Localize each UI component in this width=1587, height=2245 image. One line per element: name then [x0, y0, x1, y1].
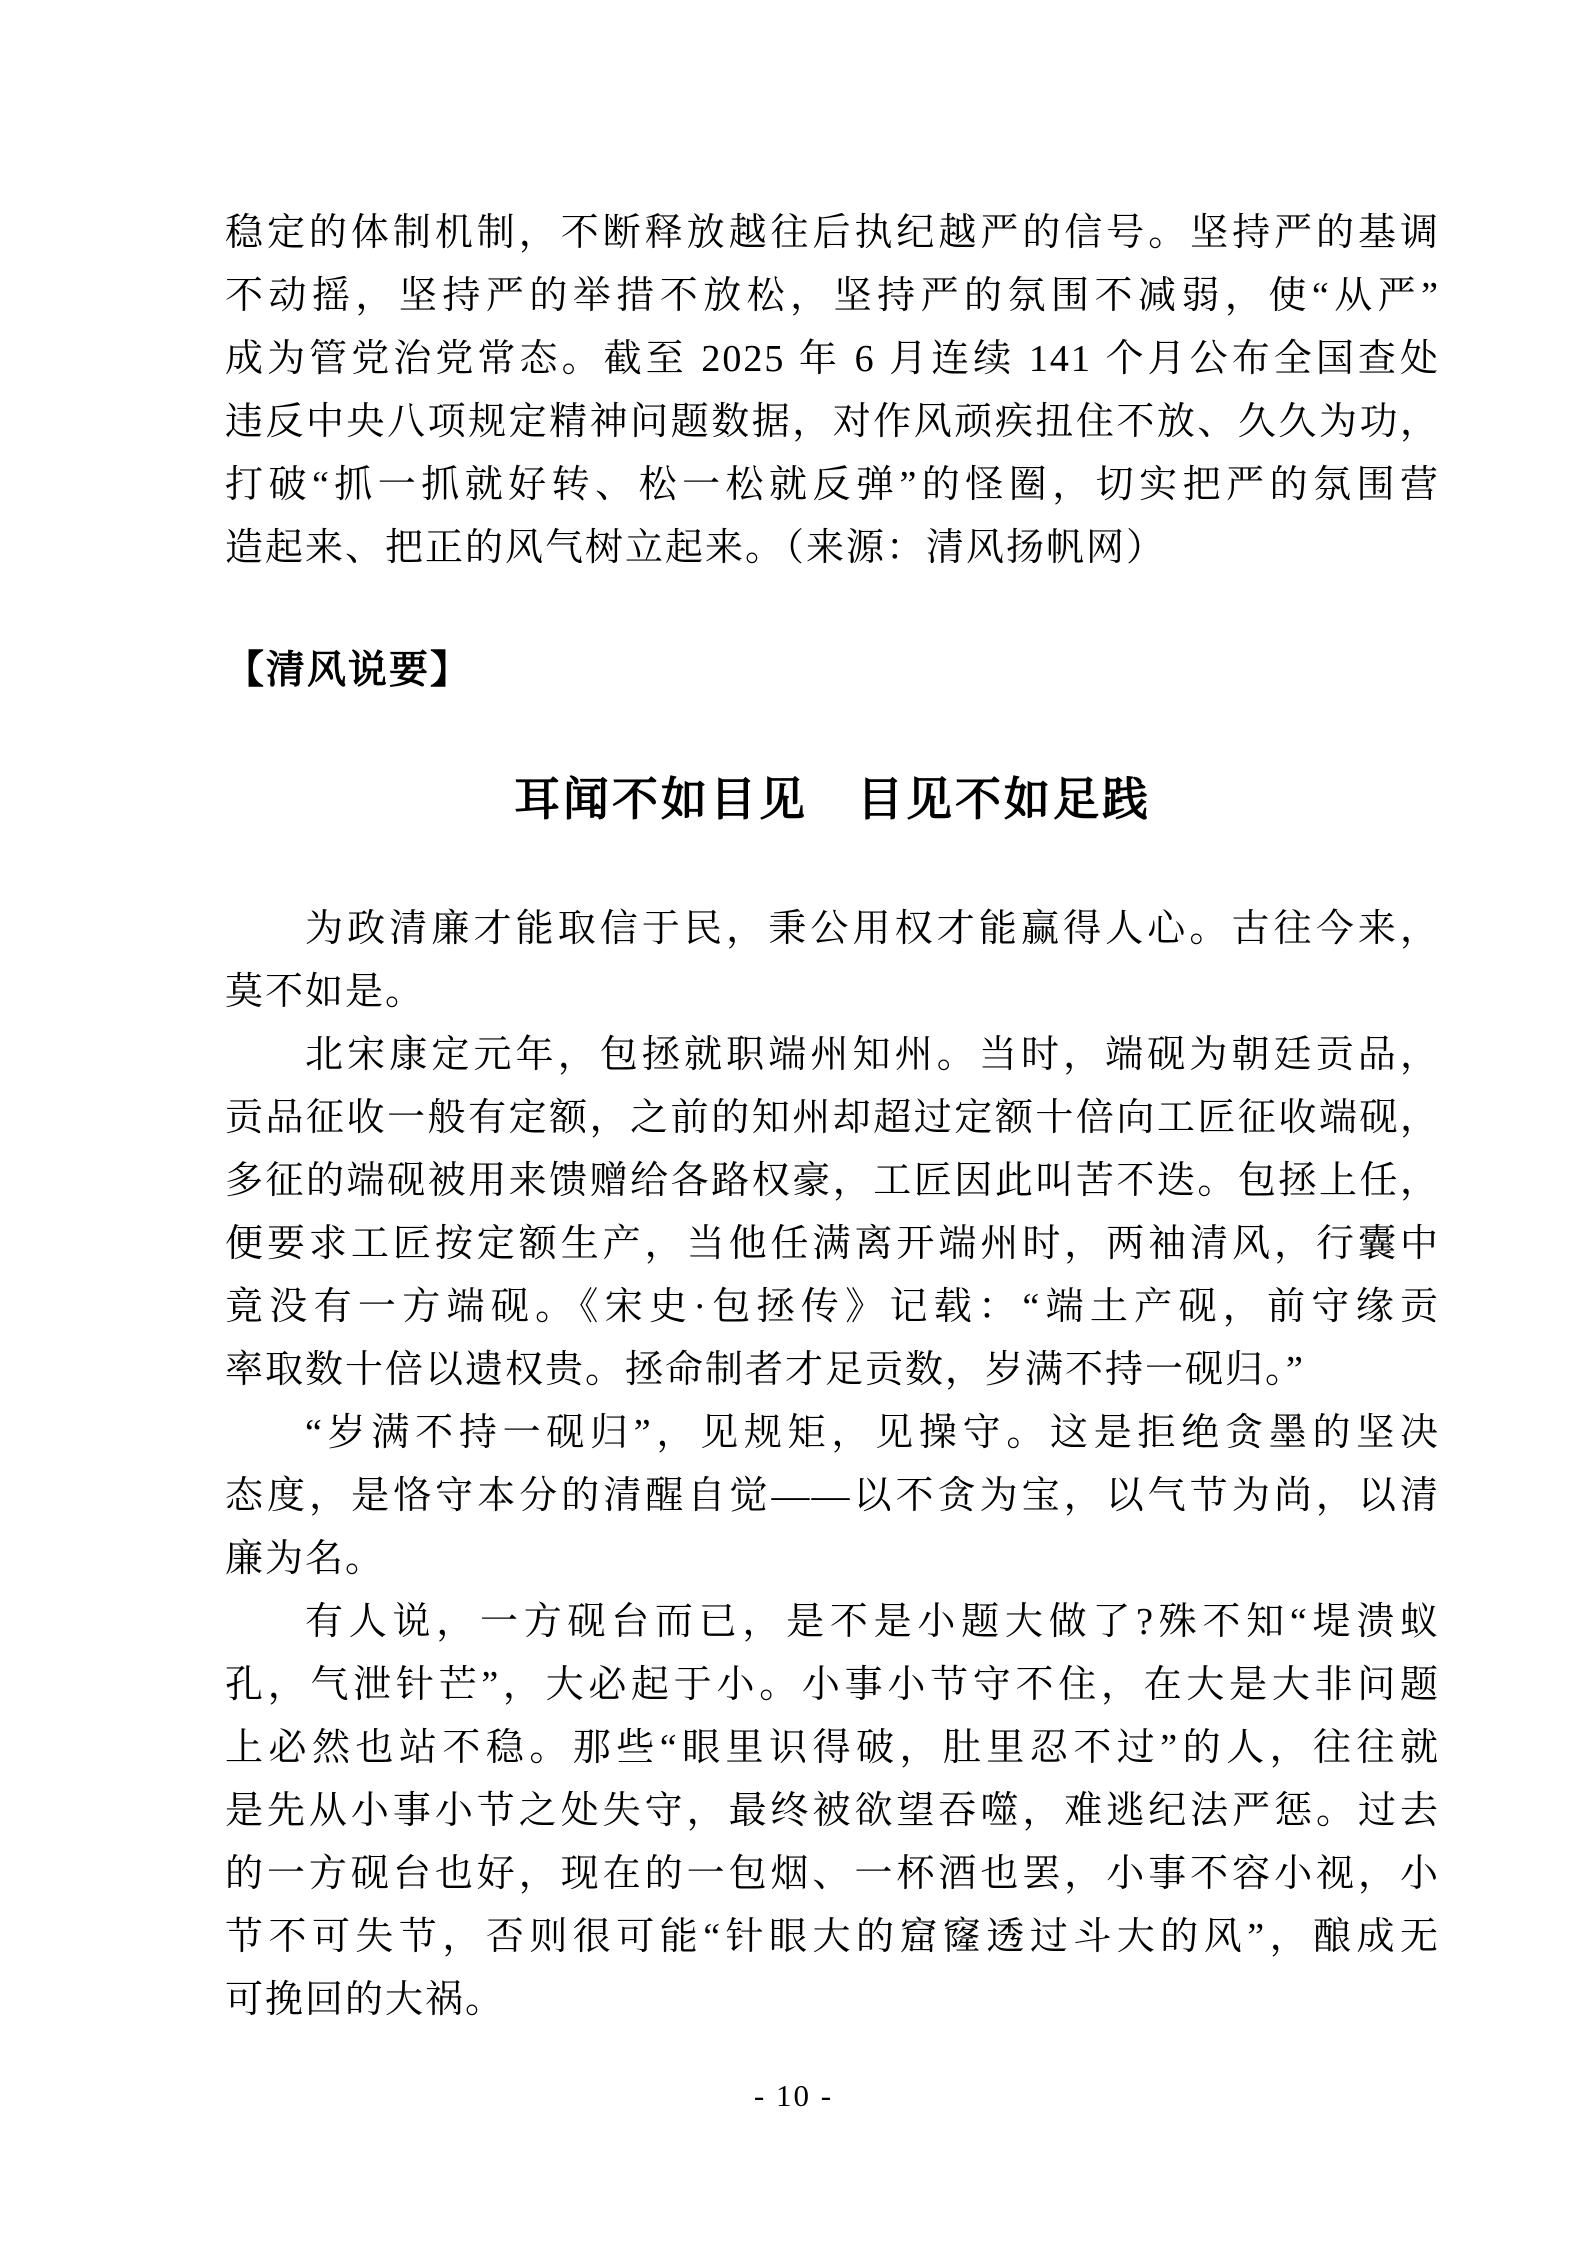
article-title: 耳闻不如目见 目见不如足践	[514, 774, 1151, 825]
page-body	[225, 202, 1440, 2032]
text-line: 竟没有一方端砚。《宋史·包拯传》记载：“端土产砚，前守缘贡	[225, 1286, 1440, 1328]
text-line: 打破“抓一抓就好转、松一松就反弹”的怪圈，切实把严的氛围营	[225, 464, 1440, 506]
text-line: 莫不如是。	[225, 971, 426, 1013]
text-line: “岁满不持一砚归”，见规矩，见操守。这是拒绝贪墨的坚决	[305, 1412, 1440, 1454]
text-line: 稳定的体制机制，不断释放越往后执纪越严的信号。坚持严的基调	[225, 212, 1440, 254]
paragraph-intro	[225, 898, 1440, 1024]
text-line: 北宋康定元年，包拯就职端州知州。当时，端砚为朝廷贡品，	[305, 1034, 1440, 1076]
text-line: 成为管党治党常态。截至 2025 年 6 月连续 141 个月公布全国查处	[225, 338, 1440, 380]
text-line: 便要求工匠按定额生产，当他任满离开端州时，两袖清风，行囊中	[225, 1223, 1440, 1265]
text-line: 违反中央八项规定精神问题数据，对作风顽疾扭住不放、久久为功，	[225, 401, 1440, 443]
text-line: 不动摇，坚持严的举措不放松，坚持严的氛围不减弱，使“从严”	[225, 275, 1440, 317]
paragraph-baozheng-story	[225, 1024, 1440, 1402]
paragraph-commentary	[225, 1402, 1440, 1591]
text-line: 孔，气泄针芒”，大必起于小。小事小节守不住，在大是大非问题	[225, 1664, 1440, 1706]
text-line: 率取数十倍以遗权贵。拯命制者才足贡数，岁满不持一砚归。”	[225, 1349, 1305, 1391]
text-line: 可挽回的大祸。	[225, 1979, 506, 2021]
text-line: 为政清廉才能取信于民，秉公用权才能赢得人心。古往今来，	[305, 908, 1440, 950]
paragraph-discipline-continued	[225, 202, 1440, 580]
text-line: 节不可失节，否则很可能“针眼大的窟窿透过斗大的风”，酿成无	[225, 1916, 1440, 1958]
paragraph-small-matters	[225, 1591, 1440, 2032]
text-line: 态度，是恪守本分的清醒自觉——以不贪为宝，以气节为尚，以清	[225, 1475, 1440, 1517]
text-line: 廉为名。	[225, 1538, 386, 1580]
text-line: 有人说，一方砚台而已，是不是小题大做了?殊不知“堤溃蚁	[305, 1601, 1440, 1643]
text-line: 是先从小事小节之处失守，最终被欲望吞噬，难逃纪法严惩。过去	[225, 1790, 1440, 1832]
section-header-qingfeng-shuoyao: 【清风说要】	[225, 649, 472, 692]
text-line: 上必然也站不稳。那些“眼里识得破，肚里忍不过”的人，往往就	[225, 1727, 1440, 1769]
text-line: 贡品征收一般有定额，之前的知州却超过定额十倍向工匠征收端砚，	[225, 1097, 1440, 1139]
page-number: - 10 -	[753, 2078, 834, 2113]
text-line: 造起来、把正的风气树立起来。（来源：清风扬帆网）	[225, 527, 1167, 569]
text-line: 的一方砚台也好，现在的一包烟、一杯酒也罢，小事不容小视，小	[225, 1853, 1440, 1895]
text-line: 多征的端砚被用来馈赠给各路权豪，工匠因此叫苦不迭。包拯上任，	[225, 1160, 1440, 1202]
